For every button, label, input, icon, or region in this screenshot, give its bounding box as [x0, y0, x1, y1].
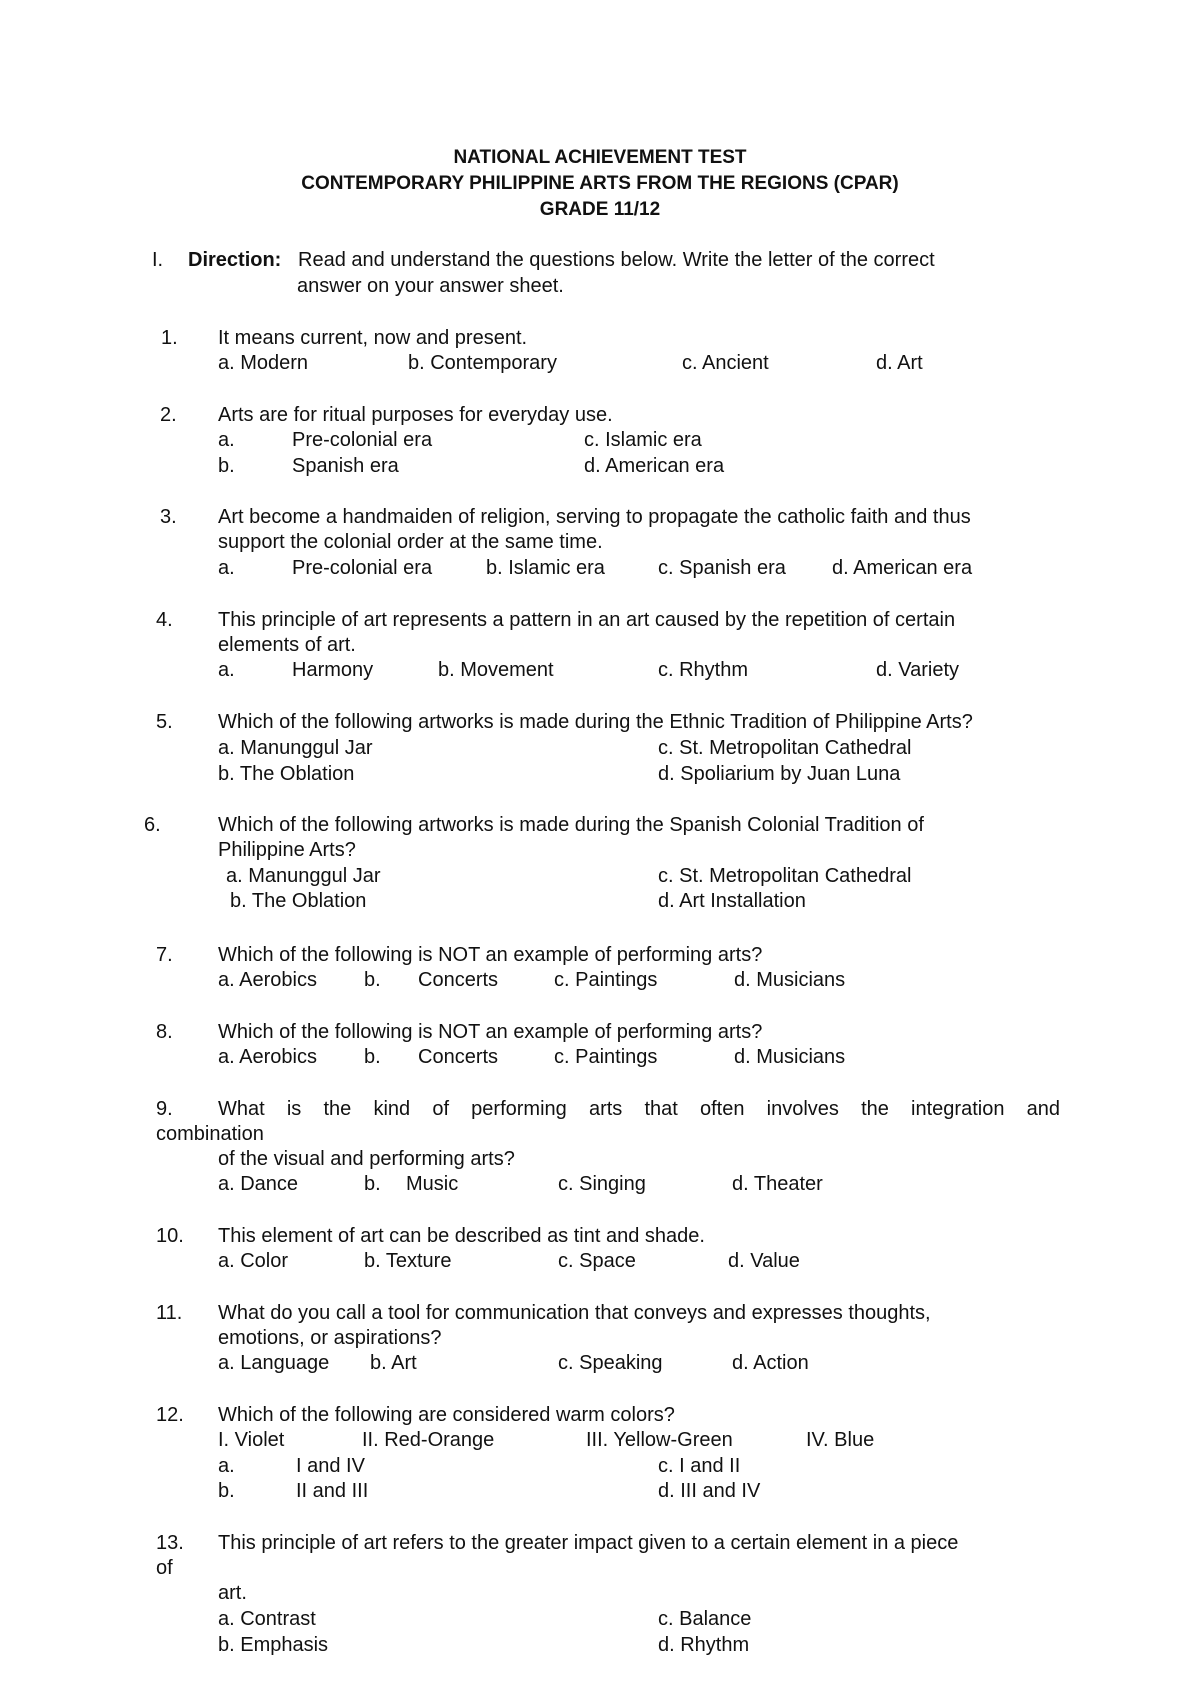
- choice-a: a. Modern: [218, 352, 309, 374]
- choice-d: d. Art: [876, 352, 923, 374]
- choice-b: b. Emphasis: [218, 1634, 329, 1656]
- choice-d: d. American era: [584, 455, 725, 477]
- direction-text: Read and understand the questions below. Write the letter of the correct: [298, 249, 935, 271]
- question-text-cont: support the colonial order at the same time.: [218, 531, 603, 553]
- direction-text-cont: answer on your answer sheet.: [297, 275, 564, 297]
- question-text: Arts are for ritual purposes for everyday use.: [218, 404, 613, 426]
- question-text-cont: emotions, or aspirations?: [218, 1327, 442, 1349]
- option-i: I. Violet: [218, 1429, 285, 1451]
- choice-b: b. Movement: [438, 659, 554, 681]
- grade-title: GRADE 11/12: [539, 199, 661, 220]
- choice-b-letter: b.: [364, 1173, 381, 1195]
- choice-a-letter: a.: [218, 1455, 235, 1477]
- question-number: 1.: [161, 327, 178, 349]
- question-number: 11.: [156, 1302, 183, 1324]
- choice-d: d. Variety: [876, 659, 959, 681]
- choice-b-letter: b.: [364, 1046, 381, 1068]
- choice-a-text: Harmony: [292, 659, 374, 681]
- choice-c: c. Islamic era: [584, 429, 702, 451]
- choice-a: a. Dance: [218, 1173, 299, 1195]
- choice-d: d. Musicians: [734, 1046, 846, 1068]
- choice-c: c. Spanish era: [658, 557, 786, 579]
- choice-b: b. Contemporary: [408, 352, 557, 374]
- subject-title: CONTEMPORARY PHILIPPINE ARTS FROM THE REGIONS (CPAR): [301, 173, 899, 194]
- question-number: 6.: [144, 814, 161, 836]
- question-text: This element of art can be described as tint and shade.: [218, 1225, 705, 1247]
- choice-a: a. Color: [218, 1250, 289, 1272]
- question-number: 9.: [156, 1098, 173, 1120]
- question-text-cont2: of the visual and performing arts?: [218, 1148, 515, 1170]
- question-text-cont: of: [156, 1557, 173, 1579]
- choice-b-text: II and III: [296, 1480, 369, 1502]
- choice-b-text: Spanish era: [292, 455, 399, 477]
- question-text-cont: combination: [156, 1123, 264, 1145]
- direction-label: Direction:: [188, 249, 282, 271]
- choice-b-letter: b.: [218, 1480, 235, 1502]
- question-text: Which of the following artworks is made during the Ethnic Tradition of Philippine Arts?: [218, 711, 973, 733]
- choice-d: d. Theater: [732, 1173, 823, 1195]
- choice-c: c. Balance: [658, 1608, 752, 1630]
- choice-a: a. Language: [218, 1352, 330, 1374]
- choice-d: d. American era: [832, 557, 973, 579]
- choice-b: b. The Oblation: [230, 890, 367, 912]
- question-text-cont2: art.: [218, 1582, 247, 1604]
- question-text-cont: Philippine Arts?: [218, 839, 356, 861]
- question-number: 3.: [160, 506, 177, 528]
- option-iii: III. Yellow-Green: [586, 1429, 733, 1451]
- option-ii: II. Red-Orange: [362, 1429, 495, 1451]
- question-text: This principle of art represents a pattern in an art caused by the repetition of certain: [218, 609, 956, 631]
- question-number: 13.: [156, 1532, 184, 1554]
- choice-c: c. St. Metropolitan Cathedral: [658, 737, 912, 759]
- question-number: 2.: [160, 404, 177, 426]
- choice-c: c. Space: [558, 1250, 636, 1272]
- question-number: 7.: [156, 944, 173, 966]
- question-number: 10.: [156, 1225, 184, 1247]
- choice-d: d. Rhythm: [658, 1634, 750, 1656]
- choice-a-letter: a.: [218, 429, 235, 451]
- choice-c: c. I and II: [658, 1455, 741, 1477]
- question-text: Which of the following is NOT an example of performing arts?: [218, 944, 763, 966]
- choice-a: a. Contrast: [218, 1608, 316, 1630]
- question-number: 5.: [156, 711, 173, 733]
- test-title: NATIONAL ACHIEVEMENT TEST: [453, 147, 747, 168]
- question-text: Which of the following is NOT an example of performing arts?: [218, 1021, 763, 1043]
- choice-c: c. St. Metropolitan Cathedral: [658, 865, 912, 887]
- choice-a-letter: a.: [218, 659, 235, 681]
- choice-d: d. Action: [732, 1352, 809, 1374]
- choice-d: d. III and IV: [658, 1480, 761, 1502]
- choice-c: c. Speaking: [558, 1352, 663, 1374]
- choice-c: c. Rhythm: [658, 659, 749, 681]
- choice-c: c. Ancient: [682, 352, 769, 374]
- question-text: It means current, now and present.: [218, 327, 528, 349]
- choice-b-text: Concerts: [418, 969, 499, 991]
- question-text: Which of the following artworks is made during the Spanish Colonial Tradition of: [218, 814, 924, 836]
- choice-a-text: I and IV: [296, 1455, 365, 1477]
- question-text-cont: elements of art.: [218, 634, 356, 656]
- question-text: Art become a handmaiden of religion, serving to propagate the catholic faith and thus: [218, 506, 971, 528]
- choice-b-letter: b.: [364, 969, 381, 991]
- choice-d: d. Musicians: [734, 969, 846, 991]
- question-text: What is the kind of performing arts that often involves the integration and: [218, 1098, 1060, 1120]
- choice-a: a. Manunggul Jar: [218, 737, 373, 759]
- choice-a-text: Pre-colonial era: [292, 557, 433, 579]
- question-number: 12.: [156, 1404, 184, 1426]
- choice-b: b. Texture: [364, 1250, 452, 1272]
- question-text: What do you call a tool for communication that conveys and expresses thoughts,: [218, 1302, 931, 1324]
- choice-a-text: Pre-colonial era: [292, 429, 433, 451]
- choice-b-text: Music: [406, 1173, 459, 1195]
- option-iv: IV. Blue: [806, 1429, 875, 1451]
- question-text: Which of the following are considered warm colors?: [218, 1404, 675, 1426]
- choice-a: a. Manunggul Jar: [226, 865, 381, 887]
- choice-b-text: Concerts: [418, 1046, 499, 1068]
- question-text: This principle of art refers to the greater impact given to a certain element in a piece: [218, 1532, 959, 1554]
- choice-c: c. Paintings: [554, 969, 658, 991]
- choice-c: c. Singing: [558, 1173, 646, 1195]
- choice-d: d. Spoliarium by Juan Luna: [658, 763, 901, 785]
- choice-b: b. Art: [370, 1352, 417, 1374]
- choice-b: b. The Oblation: [218, 763, 355, 785]
- choice-a: a. Aerobics: [218, 969, 317, 991]
- choice-d: d. Value: [728, 1250, 800, 1272]
- choice-d: d. Art Installation: [658, 890, 806, 912]
- choice-c: c. Paintings: [554, 1046, 658, 1068]
- choice-a-letter: a.: [218, 557, 235, 579]
- question-number: 4.: [156, 609, 173, 631]
- question-number: 8.: [156, 1021, 173, 1043]
- choice-b: b. Islamic era: [486, 557, 605, 579]
- choice-b-letter: b.: [218, 455, 235, 477]
- section-number: I.: [152, 249, 164, 271]
- choice-a: a. Aerobics: [218, 1046, 317, 1068]
